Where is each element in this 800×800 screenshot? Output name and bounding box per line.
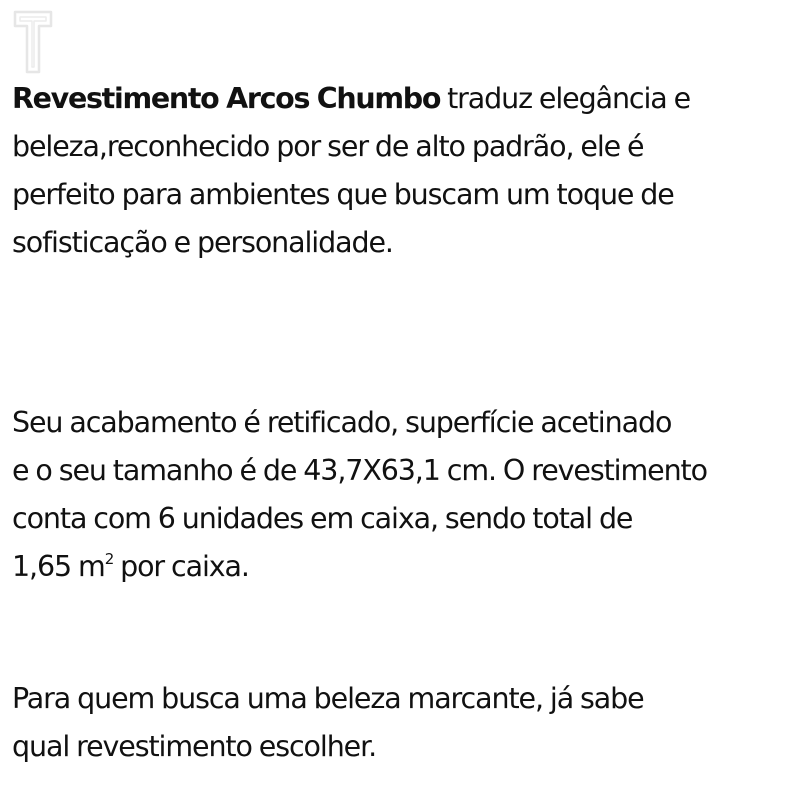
product-specs-paragraph bbox=[12, 399, 792, 591]
text-line bbox=[12, 75, 792, 123]
text-fragment: traduz elegância e bbox=[440, 82, 691, 115]
text-line: sofisticação e personalidade. bbox=[12, 226, 393, 259]
text-fragment: por caixa. bbox=[113, 550, 249, 583]
text-line bbox=[12, 543, 792, 591]
product-name: Revestimento Arcos Chumbo bbox=[12, 82, 441, 115]
product-intro-paragraph bbox=[12, 75, 792, 267]
text-line: beleza,reconhecido por ser de alto padrão, ele é bbox=[12, 130, 644, 163]
text-line: e o seu tamanho é de 43,7X63,1 cm. O revestimento bbox=[12, 454, 707, 487]
text-line: perfeito para ambientes que buscam um toque de bbox=[12, 178, 674, 211]
text-line: qual revestimento escolher. bbox=[12, 730, 377, 763]
text-line: Seu acabamento é retificado, superfície acetinado bbox=[12, 406, 672, 439]
superscript: 2 bbox=[104, 549, 114, 568]
brand-logo-icon bbox=[13, 10, 53, 76]
text-line: Para quem busca uma beleza marcante, já sabe bbox=[12, 682, 644, 715]
text-fragment: 1,65 m bbox=[12, 550, 105, 583]
closing-paragraph bbox=[12, 675, 792, 771]
text-line: conta com 6 unidades em caixa, sendo total de bbox=[12, 502, 633, 535]
